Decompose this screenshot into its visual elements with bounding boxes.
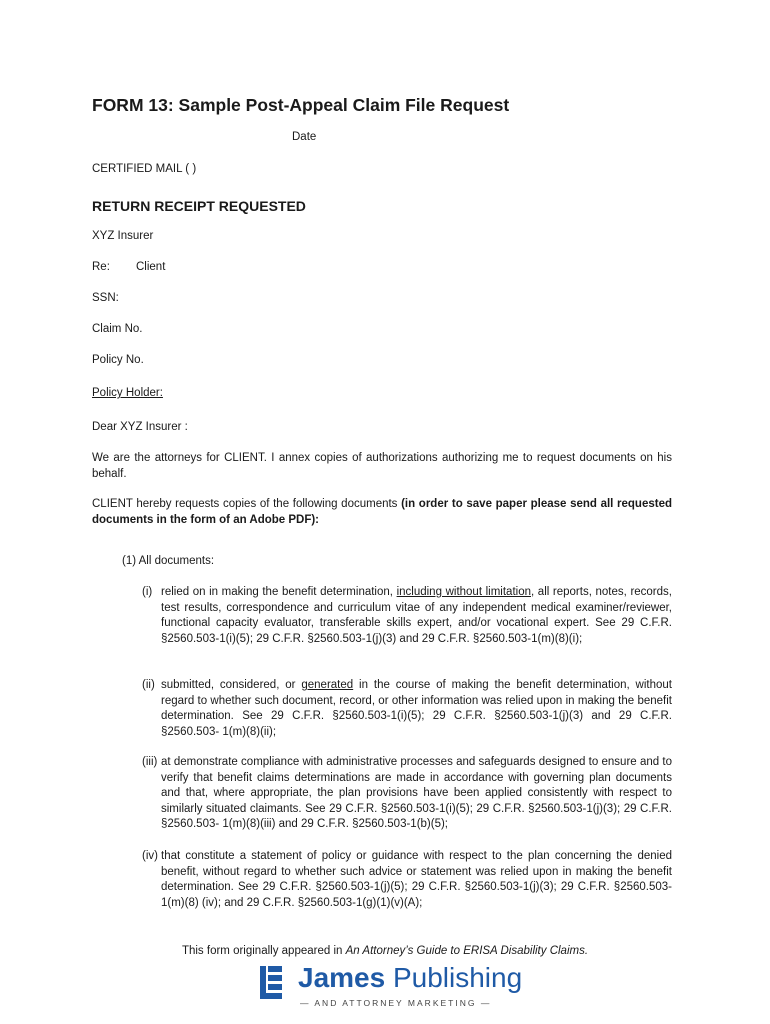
re-label: Re: [92,261,110,273]
return-receipt-heading: RETURN RECEIPT REQUESTED [92,198,306,214]
logo-tagline: — AND ATTORNEY MARKETING — [300,998,492,1008]
re-value: Client [136,261,166,273]
list-item [142,849,672,911]
request-paragraph-bold: (in order to save paper please send all requested documents in the form of an Adobe PDF): [92,498,672,526]
list-item-text: submitted, considered, or generated in the course of making the benefit determination, without regard to whether such document, record, or other information was relied upon in making the benefit determination. See 29 C.F.R. §2560.503-1(i)(5); 29 C.F.R. §2560.503-1(j)(3) and 29 C.F.R. §2560.503- 1(m)(8)(ii); [161,679,672,738]
list-item-number: (iv) [142,850,158,862]
intro-paragraph: We are the attorneys for CLIENT. I annex copies of authorizations authorizing me to request documents on his behalf. [92,452,672,480]
date-label: Date [292,131,317,143]
list-intro: (1) All documents: [122,555,215,567]
insurer-name: XYZ Insurer [92,230,154,242]
list-item-number: (i) [142,586,153,598]
footer-text: This form originally appeared in [181,945,346,957]
logo-name-light: Publishing [385,962,523,993]
list-item [142,678,672,740]
form-title: FORM 13: Sample Post-Appeal Claim File Request [92,95,510,115]
request-paragraph-text: CLIENT hereby requests copies of the following documents [92,498,402,510]
claim-number-label: Claim No. [92,323,143,335]
logo-name-bold: James [298,962,386,993]
logo-wordmark [298,962,522,994]
policy-number-label: Policy No. [92,354,144,366]
ssn-label: SSN: [92,292,119,304]
footer-book-title: An Attorney’s Guide to ERISA Disability Claims. [345,945,589,957]
list-item-text: at demonstrate compliance with administrative processes and safeguards designed to ensure and to verify that benefit claims determinations are made in accordance with governing plan documents and that, where appropriate, the plan provisions have been applied consistently with respect to similarly situated claimants. See 29 C.F.R. §2560.503-1(i)(5); 29 C.F.R. §2560.503-1(j)(3); 29 C.F.R. §2560.503- 1(m)(8)(iii) and 29 C.F.R. §2560.503-1(b)(5); [161,756,672,830]
request-paragraph [92,497,672,528]
certified-mail-line: CERTIFIED MAIL ( ) [92,163,197,175]
salutation: Dear XYZ Insurer : [92,421,188,433]
policy-holder-label: Policy Holder: [92,387,163,399]
list-item [142,585,672,647]
list-item-number: (iii) [142,756,158,768]
footer-note [0,944,770,960]
list-item-text: that constitute a statement of policy or guidance with respect to the plan concerning the denied benefit, without regard to whether such advice or statement was relied upon in making the benefit determination. See 29 C.F.R. §2560.503-1(j)(5); 29 C.F.R. §2560.503-1(j)(3); 29 C.F.R. §2560.503-1(m)(8) (iv); and 29 C.F.R. §2560.503-1(g)(1)(v)(A); [161,850,672,909]
list-item [142,755,672,833]
list-item-text: relied on in making the benefit determination, including without limitation, all reports, notes, records, test results, correspondence and curriculum vitae of any independent medical examiner/reviewer, functional capacity evaluator, transferable skills expert, and/or vocational expert. See 29 C.F.R. §2560.503-1(i)(5); 29 C.F.R. §2560.503-1(j)(3) and 29 C.F.R. §2560.503-1(m)(8)(i); [161,586,672,645]
list-item-number: (ii) [142,679,155,691]
